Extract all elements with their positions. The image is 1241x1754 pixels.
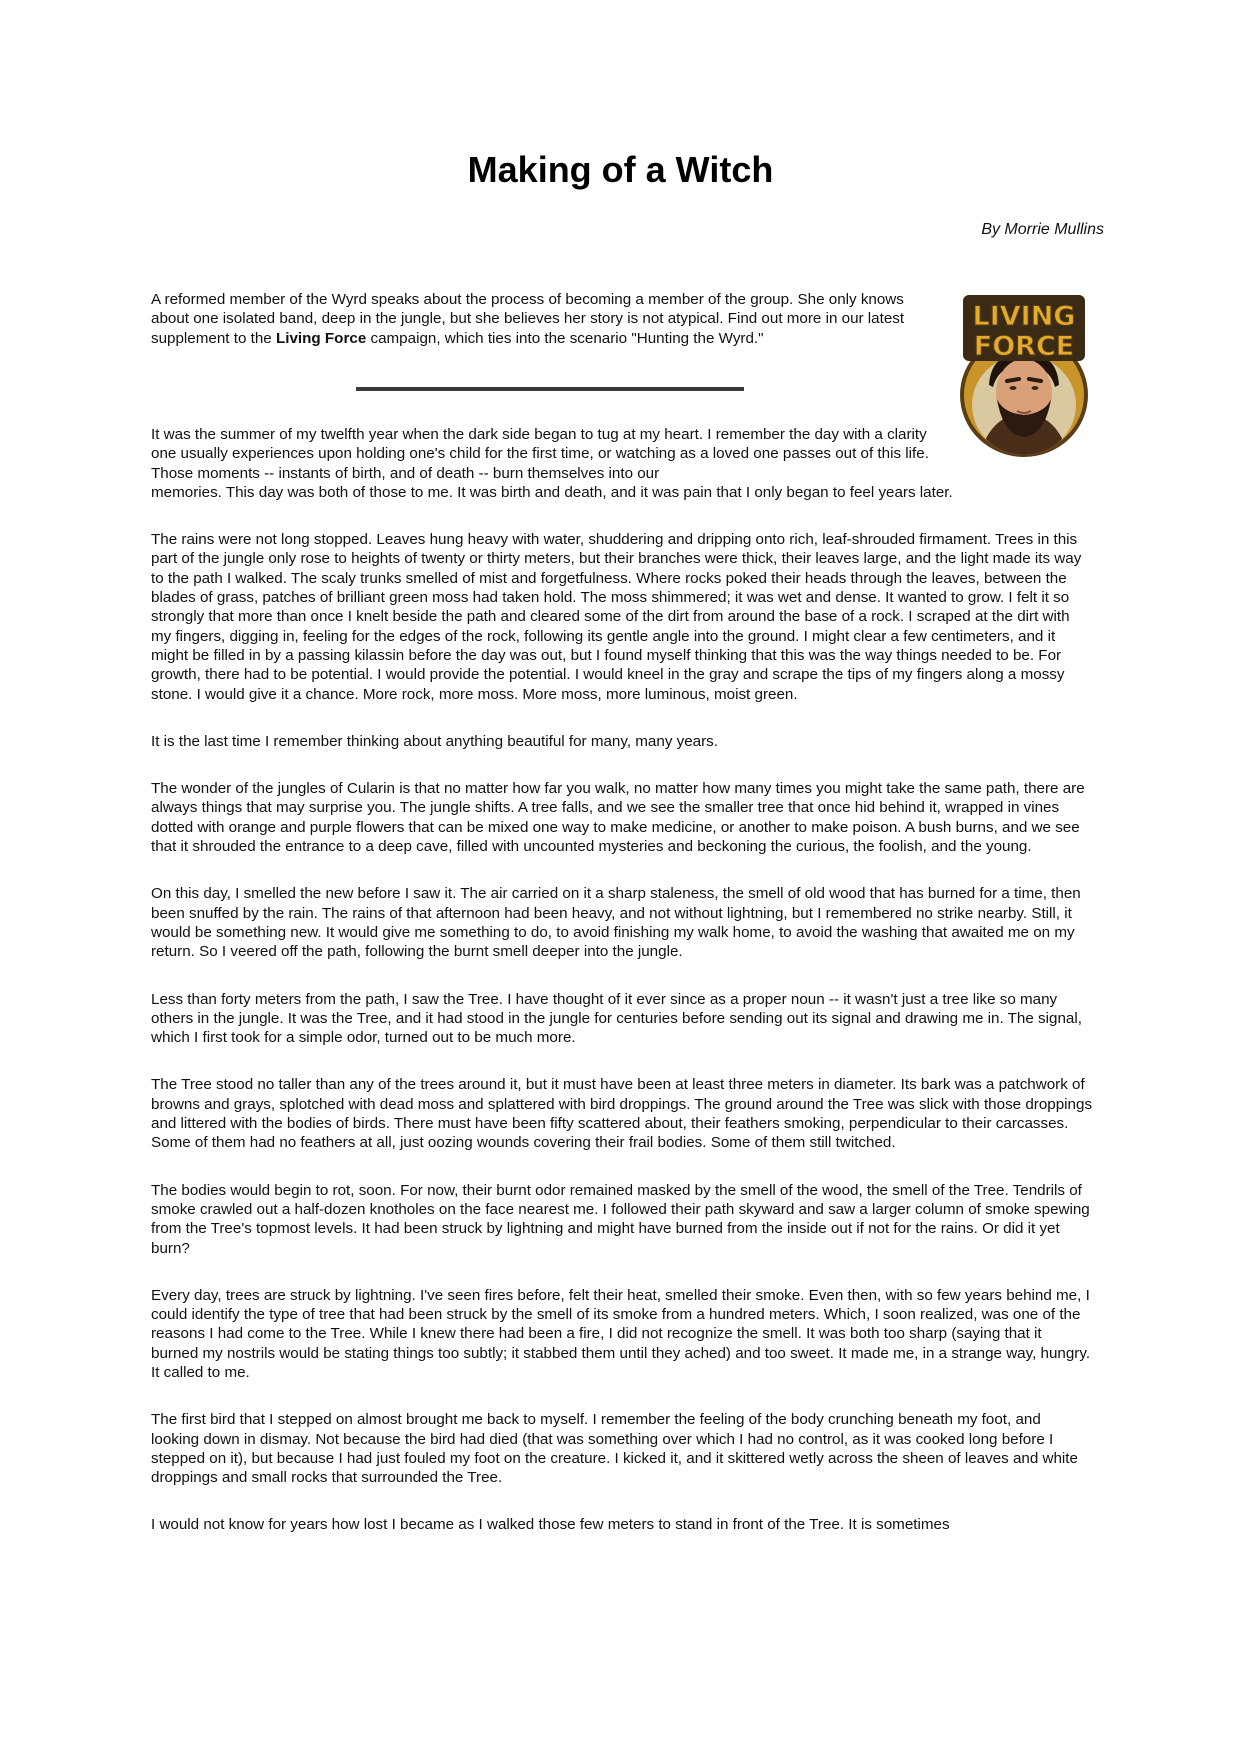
- article-intro: [151, 290, 941, 348]
- paragraph-5: On this day, I smelled the new before I saw it. The air carried on it a sharp staleness, the smell of old wood that has burned for a time, then been snuffed by the rain. The rains of that afternoon had been heavy, and not without lightning, but I remembered no strike nearby. Still, it would be something new. It would give me something to do, to avoid finishing my walk home, to avoid the washing that awaited me on my return. So I veered off the path, following the burnt smell deeper into the jungle.: [151, 885, 1081, 961]
- paragraph-1: [151, 425, 953, 502]
- intro-campaign-name: Living Force: [275, 329, 367, 347]
- intro-text-after: campaign, which ties into the scenario "Hunting the Wyrd.": [366, 329, 764, 347]
- paragraph-4: The wonder of the jungles of Cularin is that no matter how far you walk, no matter how many times you might take the same path, there are always things that may surprise you. The jungle shifts. A tree falls, and we see the smaller tree that once hid behind it, wrapped in vines dotted with orange and purple flowers that can be mixed one way to make medicine, or another to make poison. A bush burns, and we see that it shrouded the entrance to a deep cave, filled with uncounted mysteries and beckoning the curious, the foolish, and the young.: [151, 780, 1085, 856]
- paragraph-2: The rains were not long stopped. Leaves hung heavy with water, shuddering and dripping onto rich, leaf-shrouded firmament. Trees in this part of the jungle only rose to heights of twenty or thirty meters, but their branches were thick, their leaves large, and the light made its way to the path I walked. The scaly trunks smelled of mist and forgetfulness. Where rocks poked their heads through the leaves, between the blades of grass, patches of brilliant green moss had taken hold. The moss shimmered; it was wet and dense. It wanted to grow. I felt it so strongly that more than once I knelt beside the path and cleared some of the dirt from around the base of a rock. I scraped at the dirt with my fingers, digging in, feeling for the edges of the rock, following its gentle angle into the ground. I might clear a few centimeters, and it might be filled in by a passing kilassin before the day was out, but I found myself thinking that this was the way things needed to be. For growth, there had to be potential. I would provide the potential. I would kneel in the gray and scrape the tips of my fingers along a mossy stone. I would give it a chance. More rock, more moss. More moss, more luminous, moist green.: [151, 531, 1082, 703]
- logo-text-line2: FORCE: [973, 331, 1075, 362]
- paragraph-8: The bodies would begin to rot, soon. For now, their burnt odor remained masked by the smell of the wood, the smell of the Tree. Tendrils of smoke crawled out a half-dozen knotholes on the face nearest me. I followed their path skyward and saw a larger column of smoke spewing from the Tree's topmost levels. It had been struck by lightning and might have burned from the inside out if not for the rains. Or did it yet burn?: [151, 1181, 1090, 1257]
- paragraph-1-tail: memories. This day was both of those to me. It was birth and death, and it was pain that I only began to feel years later.: [151, 483, 953, 501]
- intro-text-before: A reformed member of the Wyrd speaks about the process of becoming a member of the group. She only knows about one isolated band, deep in the jungle, but she believes her story is not atypical. Find out more in our latest supplement to the: [151, 291, 905, 347]
- section-divider: [356, 387, 744, 391]
- logo-text-line1: LIVING: [972, 301, 1076, 332]
- article-title: Making of a Witch: [467, 149, 774, 190]
- paragraph-7: The Tree stood no taller than any of the trees around it, but it must have been at least three meters in diameter. Its bark was a patchwork of browns and grays, splotched with dead moss and splattered with bird droppings. The ground around the Tree was slick with those droppings and littered with the bodies of birds. There must have been fifty scattered about, their feathers smoking, perpendicular to their carcasses. Some of them had no feathers at all, just oozing wounds covering their frail bodies. Some of them still twitched.: [151, 1076, 1093, 1152]
- article-body: [151, 425, 1093, 1563]
- paragraph-1-main: It was the summer of my twelfth year when the dark side began to tug at my heart. I remember the day with a clarity one usually experiences upon holding one's child for the first time, or watching as a loved one passes out of this life. Those moments -- instants of birth, and of death -- burn themselves into our: [151, 426, 929, 482]
- paragraph-10: The first bird that I stepped on almost brought me back to myself. I remember the feeling of the body crunching beneath my foot, and looking down in dismay. Not because the bird had died (that was something over which I had no control, as it was cooked long before I stepped on it), but because I had just fouled my foot on the creature. I kicked it, and it skittered wetly across the sheen of leaves and white droppings and small rocks that surrounded the Tree.: [151, 1411, 1078, 1487]
- paragraph-3: It is the last time I remember thinking about anything beautiful for many, many years.: [151, 732, 718, 750]
- paragraph-6: Less than forty meters from the path, I saw the Tree. I have thought of it ever since as a proper noun -- it wasn't just a tree like so many others in the jungle. It was the Tree, and it had stood in the jungle for centuries before sending out its signal and drawing me in. The signal, which I first took for a simple odor, turned out to be much more.: [151, 990, 1082, 1047]
- article-byline: By Morrie Mullins: [981, 221, 1104, 238]
- paragraph-9: Every day, trees are struck by lightning. I've seen fires before, felt their heat, smelled their smoke. Even then, with so few years behind me, I could identify the type of tree that had been struck by the smell of its smoke from a hundred meters. Which, I soon realized, was one of the reasons I had come to the Tree. While I knew there had been a fire, I did not recognize the smell. It was both too sharp (saying that it burned my nostrils would be stating things too subtly; it stabbed them until they ached) and too sweet. It made me, in a strange way, hungry. It called to me.: [151, 1286, 1091, 1381]
- paragraph-11: I would not know for years how lost I became as I walked those few meters to stand in front of the Tree. It is sometimes: [151, 1516, 950, 1534]
